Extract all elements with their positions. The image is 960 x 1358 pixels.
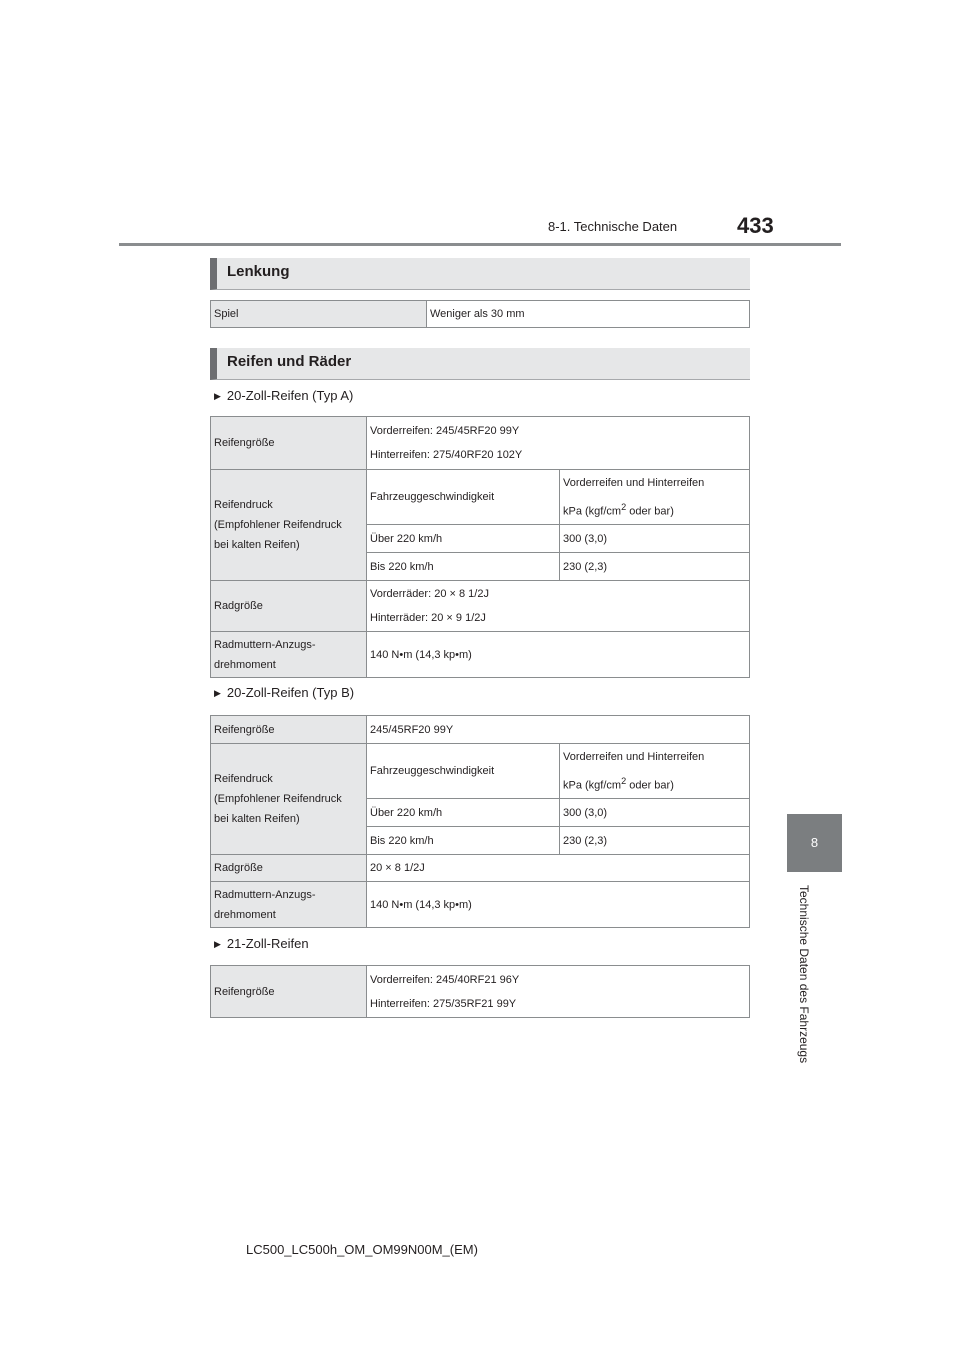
- table-row: [211, 882, 750, 928]
- reifengroesse-label: Reifengröße: [211, 966, 367, 1018]
- spiel-label: Spiel: [211, 301, 427, 328]
- label-line: Reifendruck: [214, 773, 273, 785]
- table-row: [211, 417, 750, 470]
- label-line: drehmoment: [214, 658, 276, 671]
- reifengroesse-label: Reifengröße: [211, 417, 367, 470]
- front-wheel-size: Vorderräder: 20 × 8 1/2J: [370, 588, 489, 600]
- header-rule: [119, 243, 841, 246]
- speed-value: Bis 220 km/h: [367, 553, 560, 581]
- section-heading-text: Lenkung: [227, 263, 290, 280]
- tire-table-21-zoll: [210, 965, 750, 1018]
- torque-value: 140 N•m (14,3 kp•m): [367, 632, 750, 678]
- table-row: [211, 470, 750, 525]
- speed-value: Über 220 km/h: [367, 799, 560, 827]
- triangle-bullet-icon: ▶: [214, 688, 221, 698]
- torque-label: [211, 632, 367, 678]
- reifendruck-label: [211, 744, 367, 855]
- pressure-header: [560, 470, 750, 525]
- rear-wheel-size: Hinterräder: 20 × 9 1/2J: [370, 612, 486, 624]
- tire-table-typ-a: [210, 416, 750, 678]
- label-line: bei kalten Reifen): [214, 539, 300, 551]
- radgroesse-label: Radgröße: [211, 855, 367, 882]
- reifengroesse-value: [367, 417, 750, 470]
- table-row: [211, 301, 750, 328]
- pressure-value: 300 (3,0): [560, 525, 750, 553]
- triangle-bullet-icon: ▶: [214, 391, 221, 401]
- reifengroesse-label: Reifengröße: [211, 716, 367, 744]
- speed-header: Fahrzeuggeschwindigkeit: [367, 744, 560, 799]
- speed-header: Fahrzeuggeschwindigkeit: [367, 470, 560, 525]
- rear-tire-size: Hinterreifen: 275/40RF20 102Y: [370, 449, 523, 461]
- tire-table-typ-b: [210, 715, 750, 928]
- table-row: [211, 855, 750, 882]
- front-tire-size: Vorderreifen: 245/45RF20 99Y: [370, 425, 520, 437]
- rear-tire-size: Hinterreifen: 275/35RF21 99Y: [370, 997, 517, 1010]
- pressure-value: 230 (2,3): [560, 827, 750, 855]
- radgroesse-value: [367, 581, 750, 632]
- pressure-value: 230 (2,3): [560, 553, 750, 581]
- label-line: Radmuttern-Anzugs-: [214, 888, 316, 901]
- reifendruck-label: [211, 470, 367, 581]
- label-line: (Empfohlener Reifendruck: [214, 793, 342, 805]
- section-heading-reifen: [210, 348, 750, 380]
- pressure-value: 300 (3,0): [560, 799, 750, 827]
- subheading-text: 20-Zoll-Reifen (Typ B): [226, 685, 355, 700]
- table-row: [211, 632, 750, 678]
- label-line: bei kalten Reifen): [214, 813, 300, 825]
- speed-value: Über 220 km/h: [367, 525, 560, 553]
- section-heading-lenkung: [210, 258, 750, 290]
- pressure-header-line2: kPa ($kgf/cm^2$ oder bar): [563, 775, 674, 792]
- subheading-typ-a: [214, 388, 353, 403]
- table-row: [211, 581, 750, 632]
- pressure-header-line2: kPa ($kgf/cm^2$ oder bar): [563, 501, 674, 518]
- torque-value: 140 N•m (14,3 kp•m): [367, 882, 750, 928]
- section-title: 8-1. Technische Daten: [548, 219, 678, 234]
- pressure-header-line1: Vorderreifen und Hinterreifen: [563, 476, 705, 489]
- label-line: drehmoment: [214, 908, 276, 921]
- spiel-value: Weniger als 30 mm: [427, 301, 750, 328]
- chapter-label-text: Technische Daten des Fahrzeugs: [797, 885, 811, 1064]
- table-row: [211, 966, 750, 1018]
- torque-label: [211, 882, 367, 928]
- document-code-footer: LC500_LC500h_OM_OM99N00M_(EM): [246, 1242, 478, 1257]
- reifengroesse-value: [367, 966, 750, 1018]
- triangle-bullet-icon: ▶: [214, 939, 221, 949]
- radgroesse-label: Radgröße: [211, 581, 367, 632]
- label-line: (Empfohlener Reifendruck: [214, 519, 342, 531]
- subheading-text: 21-Zoll-Reifen: [226, 936, 309, 951]
- subheading-text: 20-Zoll-Reifen (Typ A): [226, 388, 354, 403]
- subheading-21-zoll: [214, 936, 309, 951]
- pressure-header: [560, 744, 750, 799]
- section-heading-text: Reifen und Räder: [227, 353, 352, 370]
- steering-table: [210, 300, 750, 328]
- page-number: 433: [737, 213, 774, 238]
- label-line: Reifendruck: [214, 499, 273, 511]
- reifengroesse-value: 245/45RF20 99Y: [367, 716, 750, 744]
- speed-value: Bis 220 km/h: [367, 827, 560, 855]
- label-line: Radmuttern-Anzugs-: [214, 638, 316, 651]
- front-tire-size: Vorderreifen: 245/40RF21 96Y: [370, 973, 520, 986]
- table-row: [211, 744, 750, 799]
- subheading-typ-b: [214, 685, 354, 700]
- chapter-label: [797, 885, 813, 1075]
- pressure-header-line1: Vorderreifen und Hinterreifen: [563, 750, 705, 763]
- table-row: [211, 716, 750, 744]
- radgroesse-value: 20 × 8 1/2J: [367, 855, 750, 882]
- chapter-tab: 8: [787, 814, 842, 872]
